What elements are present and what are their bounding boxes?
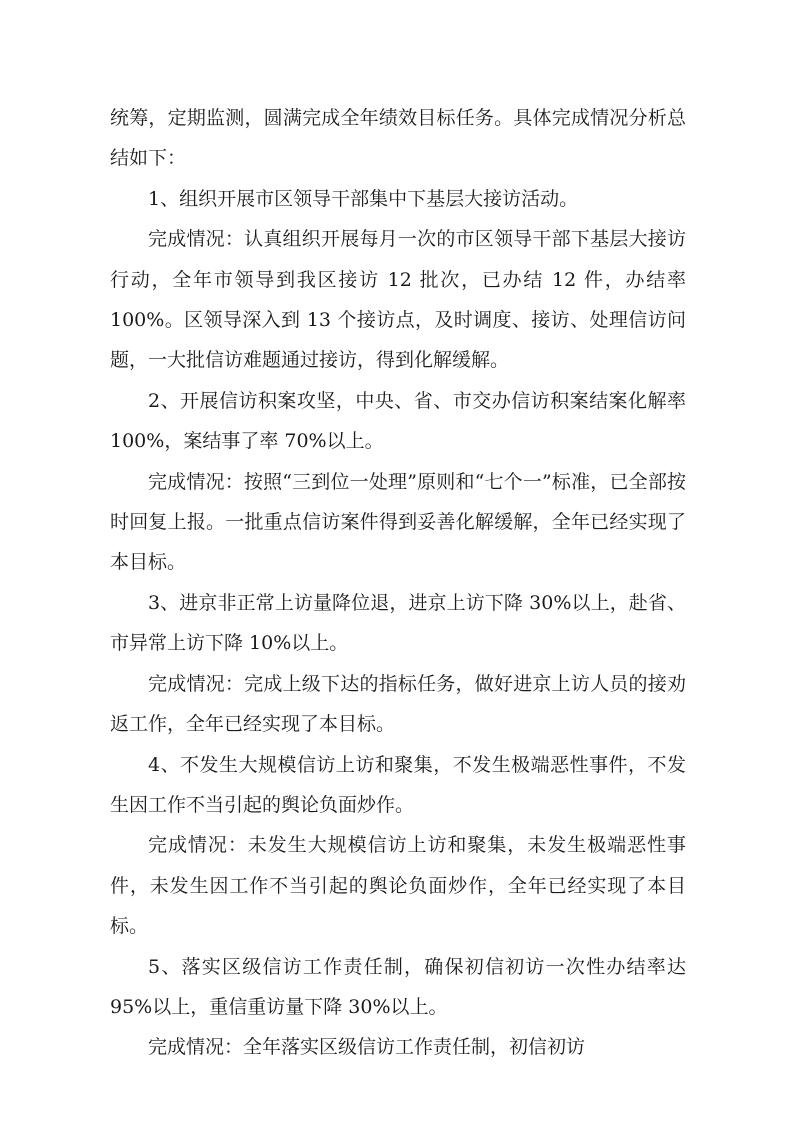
item-2-status: 完成情况：按照“三到位一处理”原则和“七个一”标准，已全部按时回复上报。一批重点信访案件得到妥善化解缓解，全年已经实现了本目标。 [110, 470, 686, 574]
item-3-heading: 3、进京非正常上访量降位退，进京上访下降 30%以上，赴省、市异常上访下降 10%以上。 [110, 591, 686, 655]
item-1-heading: 1、组织开展市区领导干部集中下基层大接访活动。 [148, 187, 579, 210]
item-5-heading: 5、落实区级信访工作责任制，确保初信初访一次性办结率达 95%以上，重信重访量下降 30%以上。 [110, 955, 686, 1018]
item-1-status: 完成情况：认真组织开展每月一次的市区领导干部下基层大接访行动，全年市领导到我区接访 12 批次，已办结 12 件，办结率 100%。区领导深入到 13 个接访点，及时调度、接访、处理信访问题，一大批信访难题通过接访，得到化解缓解。 [110, 228, 686, 372]
paragraph-intro: 统筹，定期监测，圆满完成全年绩效目标任务。具体完成情况分析总结如下： [110, 107, 686, 170]
item-4-status: 完成情况：未发生大规模信访上访和聚集，未发生极端恶性事件，未发生因工作不当引起的舆论负面炒作，全年已经实现了本目标。 [110, 834, 686, 938]
item-3-status: 完成情况：完成上级下达的指标任务，做好进京上访人员的接劝返工作，全年已经实现了本目标。 [110, 672, 686, 736]
document-body [110, 98, 686, 1068]
item-4-heading: 4、不发生大规模信访上访和聚集，不发生极端恶性事件，不发生因工作不当引起的舆论负面炒作。 [110, 753, 686, 816]
item-5-status: 完成情况：全年落实区级信访工作责任制，初信初访 [148, 1036, 586, 1059]
item-2-heading: 2、开展信访积案攻坚，中央、省、市交办信访积案结案化解率 100%，案结事了率 70%以上。 [110, 389, 686, 453]
